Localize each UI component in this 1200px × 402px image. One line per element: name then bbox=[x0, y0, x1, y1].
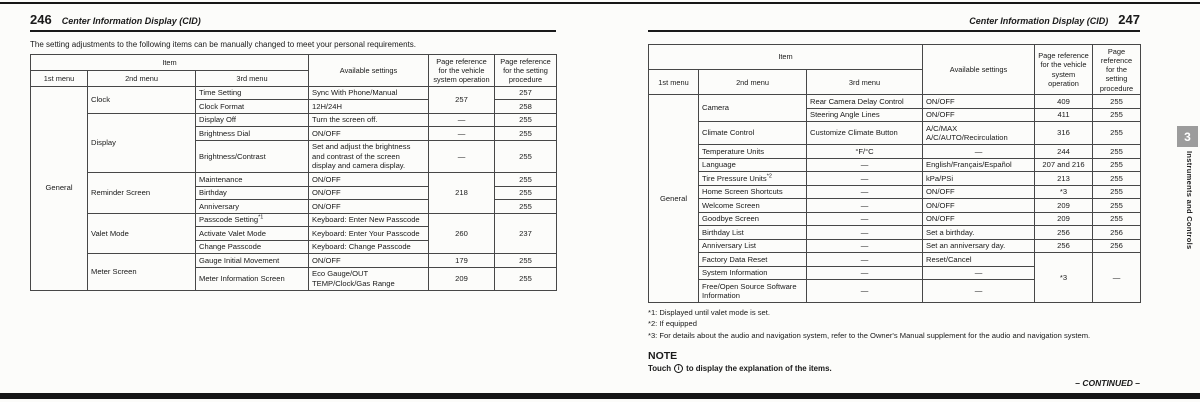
cell-ref-vehicle: 316 bbox=[1035, 122, 1093, 145]
table-row bbox=[649, 199, 1141, 212]
cell-available: ON/OFF bbox=[923, 199, 1035, 212]
cell-available: Keyboard: Enter New Passcode bbox=[309, 213, 429, 226]
page-title: Center Information Display (CID) bbox=[61, 16, 201, 26]
cell-available: ON/OFF bbox=[309, 200, 429, 213]
table-head bbox=[649, 45, 1141, 95]
cell-available: ON/OFF bbox=[923, 108, 1035, 121]
cell-menu3: Anniversary bbox=[196, 200, 309, 213]
cell-ref-vehicle: 409 bbox=[1035, 95, 1093, 108]
cell-available: ON/OFF bbox=[309, 186, 429, 199]
page-number: 246 bbox=[30, 12, 52, 27]
cell-menu3: — bbox=[807, 172, 923, 185]
cell-available: — bbox=[923, 280, 1035, 303]
table-row bbox=[649, 145, 1141, 158]
table-head bbox=[31, 55, 557, 87]
col-header-menu3: 3rd menu bbox=[807, 70, 923, 95]
cell-menu1: General bbox=[31, 86, 88, 290]
cell-menu2: Clock bbox=[88, 86, 196, 113]
cell-menu3: Steering Angle Lines bbox=[807, 108, 923, 121]
cell-menu2: Climate Control bbox=[699, 122, 807, 145]
cell-menu2: Meter Screen bbox=[88, 254, 196, 290]
cell-available: Eco Gauge/OUT TEMP/Clock/Gas Range bbox=[309, 267, 429, 290]
cell-menu3: — bbox=[807, 226, 923, 239]
cell-menu2: Anniversary List bbox=[699, 239, 807, 252]
table-row bbox=[31, 113, 557, 126]
cell-menu3: Change Passcode bbox=[196, 240, 309, 253]
col-header-menu1: 1st menu bbox=[31, 70, 88, 86]
cell-ref-vehicle: 256 bbox=[1035, 239, 1093, 252]
col-header-ref-setting: Page reference for the setting procedure bbox=[1093, 45, 1141, 95]
table-row bbox=[649, 158, 1141, 171]
cell-menu3: Brightness/Contrast bbox=[196, 140, 309, 172]
cell-menu3: — bbox=[807, 212, 923, 225]
scan-edge-bottom bbox=[0, 393, 1200, 399]
footnote-3: *3: For details about the audio and navigation system, refer to the Owner's Manual supplement for the audio and navigation system. bbox=[648, 330, 1091, 340]
cell-ref-setting: 237 bbox=[495, 213, 557, 253]
cell-menu3: Customize Climate Button bbox=[807, 122, 923, 145]
cell-menu3: Rear Camera Delay Control bbox=[807, 95, 923, 108]
settings-table-left bbox=[30, 54, 557, 291]
cell-menu3: — bbox=[807, 199, 923, 212]
col-header-ref-vehicle: Page reference for the vehicle system operation bbox=[429, 55, 495, 87]
col-header-item: Item bbox=[31, 55, 309, 71]
cell-menu3: Maintenance bbox=[196, 173, 309, 186]
chapter-tab: 3 bbox=[1177, 126, 1198, 147]
table-row bbox=[649, 253, 1141, 266]
cell-ref-vehicle: 257 bbox=[429, 86, 495, 113]
cell-available: Keyboard: Enter Your Passcode bbox=[309, 227, 429, 240]
cell-menu2: Home Screen Shortcuts bbox=[699, 185, 807, 198]
cell-menu1: General bbox=[649, 95, 699, 303]
table-row bbox=[31, 213, 557, 226]
cell-available: ON/OFF bbox=[923, 212, 1035, 225]
cell-ref-setting: 255 bbox=[1093, 95, 1141, 108]
cell-ref-vehicle: *3 bbox=[1035, 185, 1093, 198]
cell-ref-vehicle: 209 bbox=[1035, 212, 1093, 225]
page-number: 247 bbox=[1118, 12, 1140, 27]
cell-ref-setting: 255 bbox=[495, 127, 557, 140]
table-header-row bbox=[649, 45, 1141, 70]
cell-menu2: Display bbox=[88, 113, 196, 172]
cell-menu2 bbox=[699, 172, 807, 185]
cell-available: English/Français/Español bbox=[923, 158, 1035, 171]
cell-ref-setting: 255 bbox=[1093, 199, 1141, 212]
note-text-after: to display the explanation of the items. bbox=[686, 363, 832, 373]
cell-ref-vehicle: 213 bbox=[1035, 172, 1093, 185]
cell-menu3: Time Setting bbox=[196, 86, 309, 99]
cell-available: ON/OFF bbox=[309, 254, 429, 267]
cell-ref-setting: 255 bbox=[1093, 145, 1141, 158]
cell-menu2: Factory Data Reset bbox=[699, 253, 807, 266]
cell-menu3: — bbox=[807, 280, 923, 303]
page-header-right bbox=[648, 12, 1140, 32]
page-246 bbox=[30, 12, 556, 291]
page-title: Center Information Display (CID) bbox=[969, 16, 1109, 26]
cell-available: Set an anniversary day. bbox=[923, 239, 1035, 252]
cell-menu3: Gauge Initial Movement bbox=[196, 254, 309, 267]
cell-menu2: Goodbye Screen bbox=[699, 212, 807, 225]
cell-ref-vehicle: 179 bbox=[429, 254, 495, 267]
cell-available: Sync With Phone/Manual bbox=[309, 86, 429, 99]
cell-ref-setting: 255 bbox=[495, 186, 557, 199]
note-title: NOTE bbox=[648, 349, 678, 362]
cell-menu3: Activate Valet Mode bbox=[196, 227, 309, 240]
cell-menu2: Camera bbox=[699, 95, 807, 122]
cell-ref-vehicle: 260 bbox=[429, 213, 495, 253]
cell-ref-vehicle: 411 bbox=[1035, 108, 1093, 121]
cell-available: Turn the screen off. bbox=[309, 113, 429, 126]
cell-ref-setting: 255 bbox=[1093, 158, 1141, 171]
cell-menu2: Birthday List bbox=[699, 226, 807, 239]
cell-menu2: Welcome Screen bbox=[699, 199, 807, 212]
cell-ref-setting: 255 bbox=[1093, 108, 1141, 121]
table-row bbox=[649, 172, 1141, 185]
cell-ref-setting: 255 bbox=[495, 254, 557, 267]
col-header-item: Item bbox=[649, 45, 923, 70]
footnotes bbox=[648, 308, 1140, 341]
col-header-ref-vehicle: Page reference for the vehicle system operation bbox=[1035, 45, 1093, 95]
cell-menu2: Free/Open Source Software Information bbox=[699, 280, 807, 303]
continued-marker: – CONTINUED – bbox=[1075, 378, 1140, 388]
cell-menu3 bbox=[196, 213, 309, 226]
col-header-ref-setting: Page reference for the setting procedure bbox=[495, 55, 557, 87]
cell-menu3: Brightness Dial bbox=[196, 127, 309, 140]
cell-ref-vehicle: — bbox=[429, 127, 495, 140]
intro-text: The setting adjustments to the following items can be manually changed to meet your personal requirements. bbox=[30, 40, 416, 49]
cell-available: — bbox=[923, 266, 1035, 279]
cell-ref-setting: 255 bbox=[495, 173, 557, 186]
footnote-2: *2: If equipped bbox=[648, 319, 697, 329]
cell-menu3: — bbox=[807, 185, 923, 198]
col-header-menu3: 3rd menu bbox=[196, 70, 309, 86]
cell-menu3: — bbox=[807, 253, 923, 266]
cell-available: ON/OFF bbox=[923, 95, 1035, 108]
cell-ref-vehicle: 218 bbox=[429, 173, 495, 213]
settings-table-right bbox=[648, 44, 1141, 303]
table-row bbox=[31, 173, 557, 186]
cell-ref-setting: 256 bbox=[1093, 226, 1141, 239]
cell-ref-vehicle: 209 bbox=[429, 267, 495, 290]
page-header-left bbox=[30, 12, 556, 32]
cell-menu2: Reminder Screen bbox=[88, 173, 196, 213]
cell-menu3: — bbox=[807, 266, 923, 279]
table-row bbox=[31, 254, 557, 267]
cell-menu3: Clock Format bbox=[196, 100, 309, 113]
table-row bbox=[649, 226, 1141, 239]
cell-ref-vehicle: 256 bbox=[1035, 226, 1093, 239]
cell-ref-setting: 255 bbox=[1093, 122, 1141, 145]
note-text bbox=[648, 364, 1140, 373]
menu2-label: Tire Pressure Units bbox=[702, 173, 767, 183]
footnote-1: *1: Displayed until valet mode is set. bbox=[648, 308, 770, 317]
cell-ref-setting: 258 bbox=[495, 100, 557, 113]
col-header-menu2: 2nd menu bbox=[88, 70, 196, 86]
cell-menu3: Birthday bbox=[196, 186, 309, 199]
cell-available: Set and adjust the brightness and contrast of the screen display and camera display. bbox=[309, 140, 429, 172]
cell-ref-setting: — bbox=[1093, 253, 1141, 303]
scan-edge-top bbox=[0, 2, 1200, 4]
cell-menu2: System Information bbox=[699, 266, 807, 279]
cell-ref-setting: 255 bbox=[1093, 212, 1141, 225]
table-row bbox=[649, 95, 1141, 108]
cell-available: — bbox=[923, 145, 1035, 158]
table-header-row bbox=[31, 55, 557, 71]
cell-available: A/C/MAX A/C/AUTO/Recirculation bbox=[923, 122, 1035, 145]
cell-ref-vehicle: 207 and 216 bbox=[1035, 158, 1093, 171]
cell-ref-vehicle: 209 bbox=[1035, 199, 1093, 212]
cell-available: Reset/Cancel bbox=[923, 253, 1035, 266]
cell-available: kPa/PSi bbox=[923, 172, 1035, 185]
cell-available: Keyboard: Change Passcode bbox=[309, 240, 429, 253]
cell-available: ON/OFF bbox=[923, 185, 1035, 198]
cell-menu3: Display Off bbox=[196, 113, 309, 126]
cell-ref-setting: 255 bbox=[495, 113, 557, 126]
cell-menu3: — bbox=[807, 239, 923, 252]
menu3-label: Passcode Setting bbox=[199, 215, 259, 225]
cell-ref-vehicle: *3 bbox=[1035, 253, 1093, 303]
cell-available: Set a birthday. bbox=[923, 226, 1035, 239]
note-text-before: Touch bbox=[648, 363, 672, 373]
cell-ref-vehicle: — bbox=[429, 140, 495, 172]
cell-menu3: °F/°C bbox=[807, 145, 923, 158]
col-header-available: Available settings bbox=[923, 45, 1035, 95]
table-row bbox=[649, 239, 1141, 252]
cell-menu3: Meter Information Screen bbox=[196, 267, 309, 290]
cell-menu2: Language bbox=[699, 158, 807, 171]
footnote-marker: *2 bbox=[766, 173, 772, 180]
cell-ref-setting: 257 bbox=[495, 86, 557, 99]
col-header-available: Available settings bbox=[309, 55, 429, 87]
cell-ref-vehicle: — bbox=[429, 113, 495, 126]
cell-ref-vehicle: 244 bbox=[1035, 145, 1093, 158]
cell-ref-setting: 255 bbox=[1093, 185, 1141, 198]
cell-available: ON/OFF bbox=[309, 173, 429, 186]
info-icon: i bbox=[674, 364, 683, 373]
table-row bbox=[31, 86, 557, 99]
cell-ref-setting: 255 bbox=[495, 267, 557, 290]
cell-ref-setting: 256 bbox=[1093, 239, 1141, 252]
table-row bbox=[649, 122, 1141, 145]
cell-menu3: — bbox=[807, 158, 923, 171]
cell-ref-setting: 255 bbox=[495, 140, 557, 172]
cell-ref-setting: 255 bbox=[1093, 172, 1141, 185]
page-247 bbox=[648, 12, 1140, 373]
footnote-marker: *1 bbox=[258, 214, 264, 221]
cell-ref-setting: 255 bbox=[495, 200, 557, 213]
table-row bbox=[649, 212, 1141, 225]
chapter-side-title: Instruments and Controls bbox=[1185, 151, 1194, 250]
note-block bbox=[648, 350, 1140, 373]
table-row bbox=[649, 185, 1141, 198]
cell-available: ON/OFF bbox=[309, 127, 429, 140]
cell-menu2: Temperature Units bbox=[699, 145, 807, 158]
col-header-menu2: 2nd menu bbox=[699, 70, 807, 95]
col-header-menu1: 1st menu bbox=[649, 70, 699, 95]
cell-available: 12H/24H bbox=[309, 100, 429, 113]
cell-menu2: Valet Mode bbox=[88, 213, 196, 253]
